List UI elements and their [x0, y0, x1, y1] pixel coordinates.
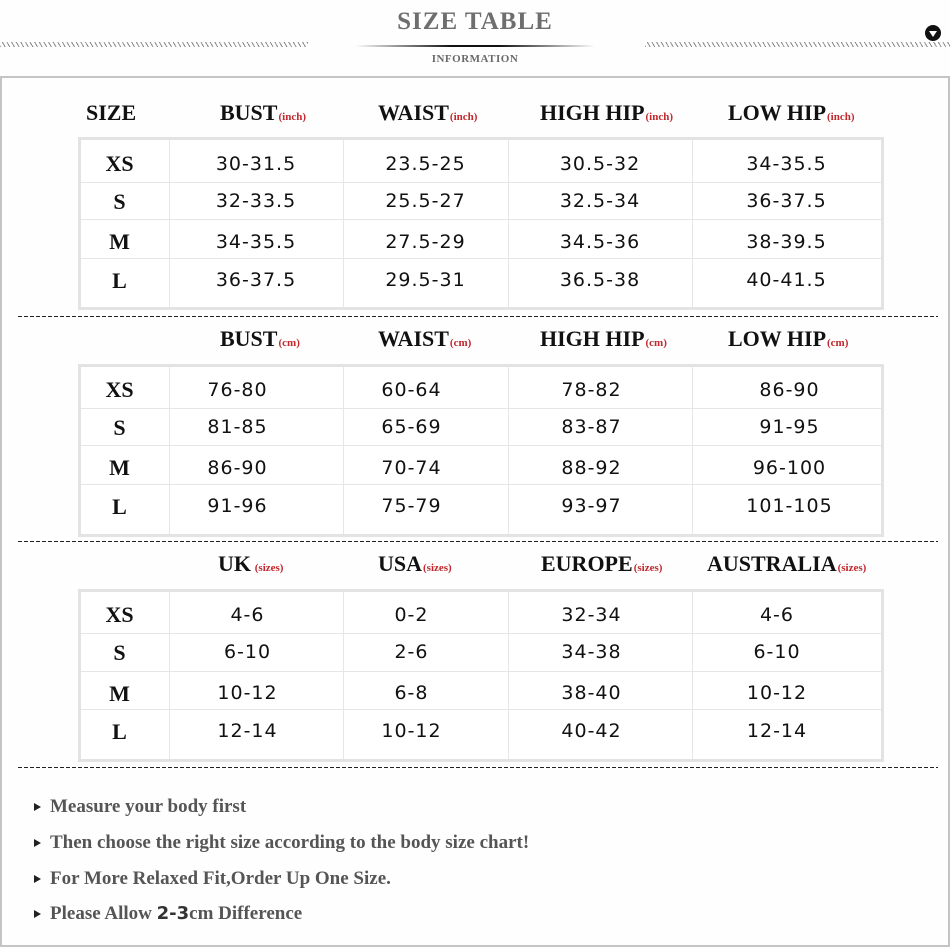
- value-cell: 34.5-36: [559, 231, 641, 253]
- size-cell: XS: [105, 151, 134, 176]
- value-cell: 65-69: [381, 416, 442, 438]
- triangle-bullet-icon: [34, 803, 41, 811]
- table-row: [81, 140, 881, 182]
- value-cell: 34-35.5: [746, 153, 827, 175]
- column-header-low-hip: LOW HIP(inch): [728, 100, 855, 125]
- triangle-bullet-icon: [34, 839, 41, 847]
- value-cell: 36-37.5: [215, 269, 297, 291]
- size-cell: XS: [105, 602, 134, 627]
- value-cell: 0-2: [394, 604, 429, 626]
- size-cell: M: [109, 681, 130, 706]
- triangle-bullet-icon: [34, 910, 41, 918]
- value-cell: 34-35.5: [215, 231, 297, 253]
- column-header-high-hip: HIGH HIP(inch): [540, 100, 674, 125]
- size-cell: L: [112, 268, 127, 293]
- size-cell: XS: [105, 377, 134, 402]
- note-item: For More Relaxed Fit,Order Up One Size.: [34, 868, 391, 890]
- table-row: [81, 367, 881, 408]
- value-cell: 6-10: [753, 641, 801, 663]
- column-header-bust: BUST(inch): [220, 100, 306, 125]
- size-table-cm: [78, 364, 884, 537]
- value-cell: 38-40: [561, 682, 622, 704]
- note-item: Measure your body first: [34, 796, 246, 818]
- note-item: Please Allow 2-3cm Difference: [34, 903, 302, 925]
- hatch-divider-right: [645, 42, 950, 47]
- value-cell: 96-100: [752, 457, 827, 479]
- size-table-international: [78, 589, 884, 762]
- triangle-bullet-icon: [34, 875, 41, 883]
- column-header-bust: BUST(cm): [220, 326, 300, 351]
- dashed-divider: [18, 316, 938, 317]
- table-row: [81, 258, 881, 307]
- value-cell: 10-12: [746, 682, 808, 704]
- value-cell: 83-87: [561, 416, 622, 438]
- page-subtitle: INFORMATION: [431, 53, 519, 65]
- size-cell: L: [112, 494, 127, 519]
- value-cell: 93-97: [561, 495, 622, 517]
- table-row: [81, 633, 881, 671]
- value-cell: 10-12: [217, 682, 278, 704]
- table-row: [81, 408, 881, 445]
- value-cell: 38-39.5: [746, 231, 827, 253]
- value-cell: 32-33.5: [215, 190, 297, 212]
- table-row: [81, 709, 881, 759]
- value-cell: 78-82: [561, 379, 622, 401]
- column-header-waist: WAIST(cm): [378, 326, 472, 351]
- value-cell: 36-37.5: [746, 190, 827, 212]
- column-header-australia: AUSTRALIA(sizes): [707, 551, 867, 576]
- value-cell: 6-10: [223, 641, 272, 663]
- value-cell: 76-80: [207, 379, 268, 401]
- value-cell: 40-42: [561, 720, 622, 742]
- value-cell: 23.5-25: [385, 153, 466, 175]
- size-cell: S: [113, 189, 126, 214]
- value-cell: 30-31.5: [215, 153, 297, 175]
- size-column-header: SIZE: [86, 100, 137, 125]
- column-header-high-hip: HIGH HIP(cm): [540, 326, 667, 351]
- column-header-waist: WAIST(inch): [378, 100, 478, 125]
- title-underline: [355, 45, 595, 47]
- table-row: [81, 445, 881, 484]
- value-cell: 12-14: [217, 720, 278, 742]
- table-row: [81, 182, 881, 219]
- table-row: [81, 592, 881, 633]
- value-cell: 29.5-31: [385, 269, 466, 291]
- value-cell: 91-96: [207, 495, 268, 517]
- value-cell: 75-79: [381, 495, 442, 517]
- value-cell: 32-34: [561, 604, 622, 626]
- value-cell: 101-105: [746, 495, 833, 517]
- value-cell: 91-95: [759, 416, 820, 438]
- value-cell: 60-64: [381, 379, 442, 401]
- size-cell: M: [109, 455, 130, 480]
- value-cell: 27.5-29: [385, 231, 466, 253]
- hatch-divider-left: [0, 42, 308, 47]
- value-cell: 10-12: [381, 720, 442, 742]
- value-cell: 88-92: [561, 457, 622, 479]
- size-cell: L: [112, 719, 127, 744]
- value-cell: 32.5-34: [559, 190, 641, 212]
- value-cell: 36.5-38: [559, 269, 641, 291]
- value-cell: 25.5-27: [385, 190, 466, 212]
- value-cell: 12-14: [746, 720, 808, 742]
- page-title: SIZE TABLE: [397, 8, 553, 35]
- column-header-europe: EUROPE(sizes): [541, 551, 663, 576]
- size-table-inch: [78, 137, 884, 310]
- value-cell: 4-6: [230, 604, 265, 626]
- table-row: [81, 484, 881, 534]
- column-header-uk: UK (sizes): [218, 551, 284, 576]
- table-row: [81, 219, 881, 258]
- value-cell: 70-74: [381, 457, 442, 479]
- column-header-usa: USA(sizes): [378, 551, 452, 576]
- value-cell: 40-41.5: [746, 269, 827, 291]
- note-item: Then choose the right size according to the body size chart!: [34, 832, 529, 854]
- size-cell: S: [113, 415, 126, 440]
- value-cell: 34-38: [561, 641, 622, 663]
- table-row: [81, 671, 881, 709]
- column-header-low-hip: LOW HIP(cm): [728, 326, 849, 351]
- value-cell: 30.5-32: [559, 153, 641, 175]
- size-cell: S: [113, 640, 126, 665]
- dashed-divider: [18, 541, 938, 542]
- value-cell: 81-85: [207, 416, 268, 438]
- value-cell: 86-90: [759, 379, 820, 401]
- value-cell: 6-8: [394, 682, 429, 704]
- size-cell: M: [109, 229, 130, 254]
- header: [0, 0, 950, 76]
- dashed-divider: [18, 767, 938, 768]
- value-cell: 2-6: [394, 641, 429, 663]
- value-cell: 86-90: [207, 457, 268, 479]
- value-cell: 4-6: [759, 604, 795, 626]
- chevron-down-circle-icon[interactable]: [925, 25, 941, 41]
